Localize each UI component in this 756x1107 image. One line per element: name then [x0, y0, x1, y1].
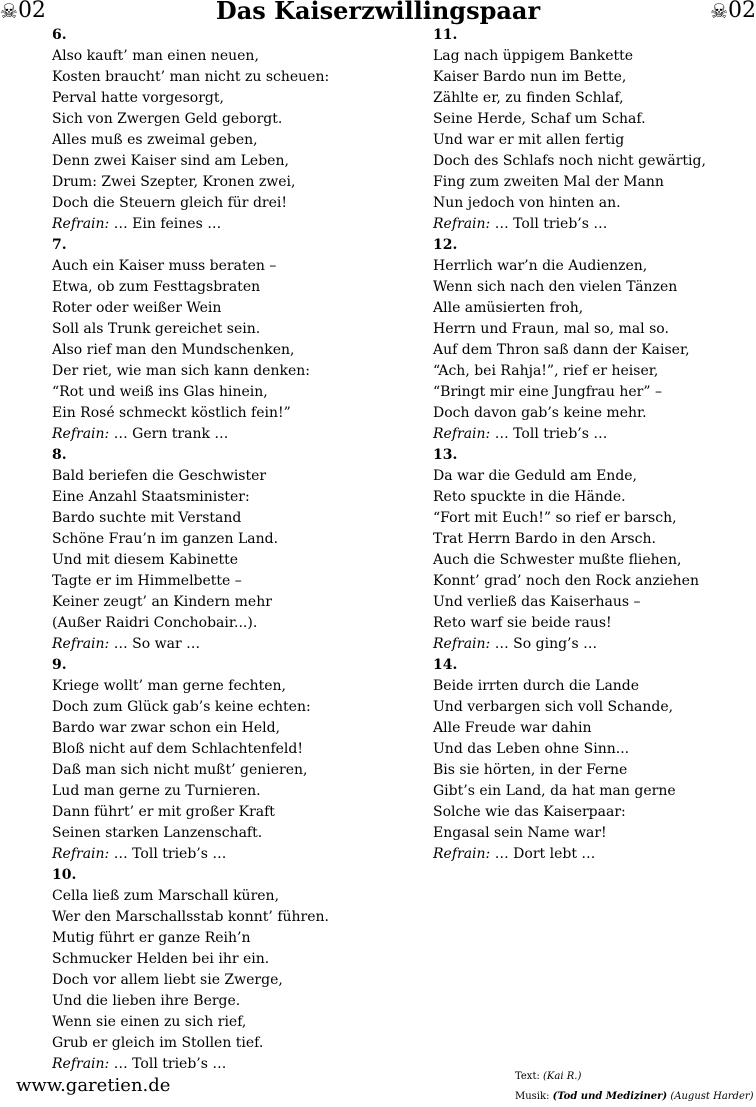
- text-author: (Kai R.): [543, 1071, 582, 1082]
- credits: [515, 1067, 754, 1107]
- stanza: [433, 655, 756, 865]
- verse-line: Und verließ das Kaiserhaus –: [433, 594, 641, 610]
- verse-line: Und mit diesem Kabinette: [52, 552, 239, 568]
- refrain-line: [52, 844, 382, 865]
- text-credit: [515, 1067, 754, 1087]
- stanza-number: 14.: [433, 657, 458, 673]
- music-author: (August Harder): [670, 1091, 754, 1102]
- verse-line: Und verbargen sich voll Schande,: [433, 699, 674, 715]
- refrain-line: [52, 634, 382, 655]
- page-header: [0, 0, 756, 26]
- right-column: [433, 25, 756, 865]
- verse-line: Dann führt’ er mit großer Kraft: [52, 804, 275, 820]
- stanza-number: 10.: [52, 867, 77, 883]
- refrain-label: Refrain:: [52, 216, 110, 232]
- refrain-line: [433, 214, 756, 235]
- verse-line: Tagte er im Himmelbette –: [52, 573, 242, 589]
- refrain-text: … Toll trieb’s …: [494, 216, 608, 232]
- verse-line: Und das Leben ohne Sinn...: [433, 741, 630, 757]
- verse-line: Beide irrten durch die Lande: [433, 678, 640, 694]
- refrain-text: … So war …: [113, 636, 201, 652]
- stanza-number: 6.: [52, 27, 67, 43]
- verse-line: Mutig führt er ganze Reih’n: [52, 930, 251, 946]
- verse-line: Denn zwei Kaiser sind am Leben,: [52, 153, 289, 169]
- website-link[interactable]: www.garetien.de: [16, 1075, 171, 1096]
- verse-line: Engasal sein Name war!: [433, 825, 607, 841]
- verse-line: Wer den Marschallsstab konnt’ führen.: [52, 909, 329, 925]
- verse-line: Perval hatte vorgesorgt,: [52, 90, 224, 106]
- verse-line: Fing zum zweiten Mal der Mann: [433, 174, 664, 190]
- verse-line: Soll als Trunk gereichet sein.: [52, 321, 261, 337]
- verse-line: Auch die Schwester mußte fliehen,: [433, 552, 682, 568]
- verse-line: Bloß nicht auf dem Schlachtenfeld!: [52, 741, 303, 757]
- verse-line: Gibt’s ein Land, da hat man gerne: [433, 783, 676, 799]
- verse-line: Lud man gerne zu Turnieren.: [52, 783, 261, 799]
- stanza-number: 13.: [433, 447, 458, 463]
- music-credit: [515, 1087, 754, 1107]
- skull-crossbones-icon: ☠: [710, 0, 728, 23]
- refrain-line: [52, 1054, 382, 1075]
- verse-line: Doch vor allem liebt sie Zwerge,: [52, 972, 283, 988]
- verse-line: Seinen starken Lanzenschaft.: [52, 825, 263, 841]
- verse-line: Nun jedoch von hinten an.: [433, 195, 621, 211]
- verse-line: Daß man sich nicht mußt’ genieren,: [52, 762, 308, 778]
- refrain-label: Refrain:: [52, 846, 110, 862]
- verse-line: Bald beriefen die Geschwister: [52, 468, 267, 484]
- stanza-number: 11.: [433, 27, 458, 43]
- refrain-line: [433, 844, 756, 865]
- verse-line: Alle Freude war dahin: [433, 720, 592, 736]
- refrain-label: Refrain:: [52, 1056, 110, 1072]
- verse-line: Solche wie das Kaiserpaar:: [433, 804, 626, 820]
- verse-line: Und die lieben ihre Berge.: [52, 993, 241, 1009]
- verse-line: Lag nach üppigem Bankette: [433, 48, 634, 64]
- verse-line: Etwa, ob zum Festtagsbraten: [52, 279, 261, 295]
- refrain-text: … So ging’s …: [494, 636, 598, 652]
- verse-line: Schöne Frau’n im ganzen Land.: [52, 531, 279, 547]
- verse-line: Reto spuckte in die Hände.: [433, 489, 626, 505]
- verse-line: Da war die Geduld am Ende,: [433, 468, 638, 484]
- verse-line: Wenn sich nach den vielen Tänzen: [433, 279, 678, 295]
- verse-line: Kaiser Bardo nun im Bette,: [433, 69, 627, 85]
- text-label: Text:: [515, 1071, 540, 1082]
- verse-line: Auf dem Thron saß dann der Kaiser,: [433, 342, 690, 358]
- verse-line: Doch zum Glück gab’s keine echten:: [52, 699, 311, 715]
- verse-line: Ein Rosé schmeckt köstlich fein!”: [52, 405, 291, 421]
- verse-line: Zählte er, zu finden Schlaf,: [433, 90, 624, 106]
- verse-line: Trat Herrn Bardo in den Arsch.: [433, 531, 656, 547]
- verse-line: Schmucker Helden bei ihr ein.: [52, 951, 270, 967]
- refrain-text: … Gern trank …: [113, 426, 229, 442]
- verse-line: Alle amüsierten froh,: [433, 300, 584, 316]
- stanza: [52, 25, 382, 235]
- refrain-line: [433, 634, 756, 655]
- verse-line: Kosten braucht’ man nicht zu scheuen:: [52, 69, 330, 85]
- verse-line: Keiner zeugt’ an Kindern mehr: [52, 594, 272, 610]
- refrain-label: Refrain:: [433, 846, 491, 862]
- stanza: [52, 865, 382, 1075]
- verse-line: Sich von Zwergen Geld geborgt.: [52, 111, 283, 127]
- refrain-label: Refrain:: [433, 636, 491, 652]
- verse-line: “Ach, bei Rahja!”, rief er heiser,: [433, 363, 659, 379]
- refrain-label: Refrain:: [433, 426, 491, 442]
- stanza: [52, 445, 382, 655]
- skull-crossbones-icon: ☠: [0, 0, 18, 23]
- verse-line: Doch davon gab’s keine mehr.: [433, 405, 647, 421]
- verse-line: Bis sie hörten, in der Ferne: [433, 762, 628, 778]
- verse-line: “Rot und weiß ins Glas hinein,: [52, 384, 268, 400]
- verse-line: Eine Anzahl Staatsminister:: [52, 489, 250, 505]
- verse-line: “Fort mit Euch!” so rief er barsch,: [433, 510, 677, 526]
- verse-line: Grub er gleich im Stollen tief.: [52, 1035, 264, 1051]
- refrain-text: … Toll trieb’s …: [113, 846, 227, 862]
- verse-line: Alles muß es zweimal geben,: [52, 132, 258, 148]
- verse-line: Reto warf sie beide raus!: [433, 615, 612, 631]
- verse-line: Drum: Zwei Szepter, Kronen zwei,: [52, 174, 296, 190]
- refrain-text: … Toll trieb’s …: [494, 426, 608, 442]
- verse-line: Herrn und Fraun, mal so, mal so.: [433, 321, 669, 337]
- verse-line: Und war er mit allen fertig: [433, 132, 625, 148]
- verse-line: Konnt’ grad’ noch den Rock anziehen: [433, 573, 699, 589]
- refrain-label: Refrain:: [52, 636, 110, 652]
- refrain-text: … Dort lebt …: [494, 846, 596, 862]
- stanza: [433, 25, 756, 235]
- verse-line: Herrlich war’n die Audienzen,: [433, 258, 648, 274]
- stanza: [52, 655, 382, 865]
- verse-line: “Bringt mir eine Jungfrau her” –: [433, 384, 662, 400]
- stanza: [433, 445, 756, 655]
- verse-line: Bardo suchte mit Verstand: [52, 510, 242, 526]
- refrain-line: [52, 214, 382, 235]
- verse-line: Cella ließ zum Marschall küren,: [52, 888, 280, 904]
- stanza: [433, 235, 756, 445]
- verse-line: Also kauft’ man einen neuen,: [52, 48, 259, 64]
- verse-line: Bardo war zwar schon ein Held,: [52, 720, 281, 736]
- left-column: [52, 25, 382, 1075]
- music-source: (Tod und Mediziner): [552, 1091, 668, 1102]
- stanza-number: 8.: [52, 447, 67, 463]
- music-label: Musik:: [515, 1091, 550, 1102]
- verse-line: (Außer Raidri Conchobair...).: [52, 615, 258, 631]
- refrain-label: Refrain:: [433, 216, 491, 232]
- verse-line: Kriege wollt’ man gerne fechten,: [52, 678, 286, 694]
- verse-line: Seine Herde, Schaf um Schaf.: [433, 111, 646, 127]
- page-number-right-text: 02: [728, 0, 756, 23]
- stanza: [52, 235, 382, 445]
- verse-line: Doch die Steuern gleich für drei!: [52, 195, 287, 211]
- verse-line: Wenn sie einen zu sich rief,: [52, 1014, 247, 1030]
- page-title: Das Kaiserzwillingspaar: [215, 0, 541, 25]
- verse-line: Also rief man den Mundschenken,: [52, 342, 295, 358]
- stanza-number: 12.: [433, 237, 458, 253]
- stanza-number: 7.: [52, 237, 67, 253]
- verse-line: Roter oder weißer Wein: [52, 300, 222, 316]
- refrain-text: … Toll trieb’s …: [113, 1056, 227, 1072]
- page-number-left-text: 02: [17, 0, 46, 23]
- verse-line: Doch des Schlafs noch nicht gewärtig,: [433, 153, 706, 169]
- verse-line: Der riet, wie man sich kann denken:: [52, 363, 310, 379]
- page-number-right: [710, 0, 756, 24]
- stanza-number: 9.: [52, 657, 67, 673]
- refrain-text: … Ein feines …: [113, 216, 222, 232]
- refrain-label: Refrain:: [52, 426, 110, 442]
- refrain-line: [433, 424, 756, 445]
- verse-line: Auch ein Kaiser muss beraten –: [52, 258, 277, 274]
- refrain-line: [52, 424, 382, 445]
